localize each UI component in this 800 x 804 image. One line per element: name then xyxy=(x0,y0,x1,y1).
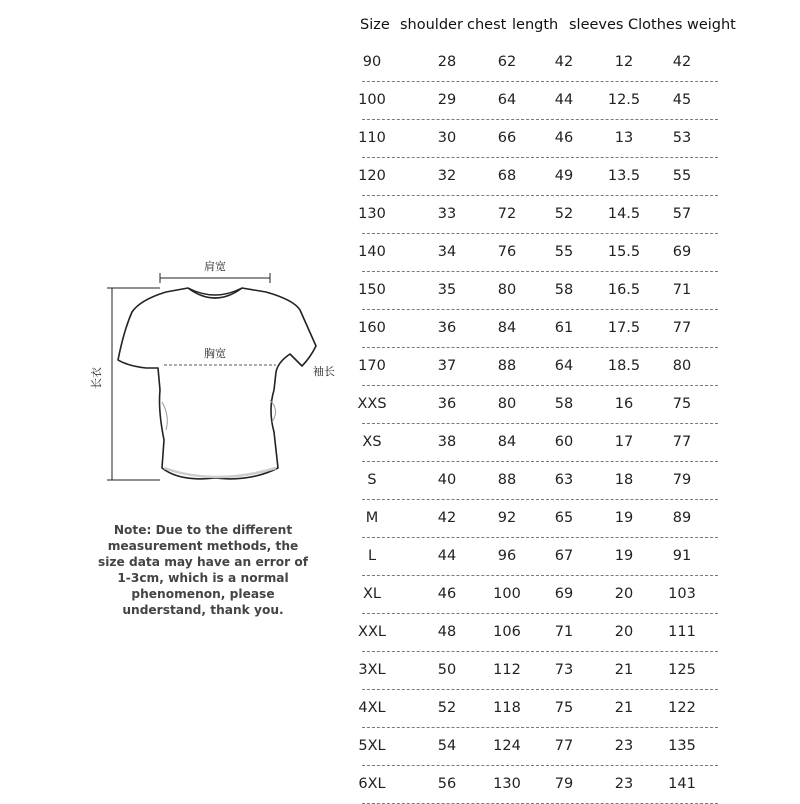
table-row xyxy=(358,82,718,120)
cell-chest: 118 xyxy=(493,700,521,716)
length-label: 长衣 xyxy=(90,367,103,389)
cell-weight: 42 xyxy=(672,54,692,70)
cell-length: 49 xyxy=(554,168,574,184)
cell-weight: 55 xyxy=(672,168,692,184)
header-size: Size xyxy=(360,17,390,33)
chest-label: 胸宽 xyxy=(204,347,226,360)
cell-sleeves: 23 xyxy=(614,776,634,792)
cell-size: XXS xyxy=(357,396,387,412)
cell-shoulder: 28 xyxy=(437,54,457,70)
cell-chest: 96 xyxy=(497,548,517,564)
table-row xyxy=(358,766,718,804)
cell-size: L xyxy=(367,548,377,564)
cell-sleeves: 23 xyxy=(614,738,634,754)
cell-weight: 45 xyxy=(672,92,692,108)
cell-length: 61 xyxy=(554,320,574,336)
cell-weight: 122 xyxy=(668,700,696,716)
cell-length: 46 xyxy=(554,130,574,146)
cell-length: 55 xyxy=(554,244,574,260)
cell-sleeves: 12 xyxy=(614,54,634,70)
cell-weight: 77 xyxy=(672,434,692,450)
cell-length: 79 xyxy=(554,776,574,792)
cell-chest: 72 xyxy=(497,206,517,222)
header-shoulder: shoulder xyxy=(400,17,463,33)
cell-shoulder: 46 xyxy=(437,586,457,602)
table-row xyxy=(358,310,718,348)
table-row xyxy=(358,690,718,728)
cell-chest: 80 xyxy=(497,282,517,298)
measurement-panel xyxy=(0,0,350,800)
cell-length: 52 xyxy=(554,206,574,222)
table-row xyxy=(362,44,718,82)
cell-sleeves: 19 xyxy=(614,548,634,564)
cell-size: XXL xyxy=(358,624,386,640)
size-table-header xyxy=(352,8,742,44)
cell-chest: 92 xyxy=(497,510,517,526)
cell-chest: 64 xyxy=(497,92,517,108)
cell-shoulder: 33 xyxy=(437,206,457,222)
cell-sleeves: 21 xyxy=(614,700,634,716)
cell-length: 73 xyxy=(554,662,574,678)
cell-weight: 103 xyxy=(668,586,696,602)
cell-size: 3XL xyxy=(358,662,386,678)
size-table xyxy=(352,8,742,804)
cell-size: 90 xyxy=(362,54,382,70)
cell-weight: 141 xyxy=(668,776,696,792)
cell-size: 6XL xyxy=(358,776,386,792)
cell-chest: 130 xyxy=(493,776,521,792)
table-row xyxy=(358,196,718,234)
cell-chest: 84 xyxy=(497,434,517,450)
cell-size: 5XL xyxy=(358,738,386,754)
cell-shoulder: 42 xyxy=(437,510,457,526)
cell-sleeves: 18.5 xyxy=(607,358,641,374)
cell-shoulder: 38 xyxy=(437,434,457,450)
cell-size: 100 xyxy=(358,92,386,108)
cell-weight: 111 xyxy=(668,624,696,640)
table-row xyxy=(358,234,718,272)
table-row xyxy=(357,386,718,424)
header-sleeves: sleeves xyxy=(569,17,624,33)
cell-size: 140 xyxy=(358,244,386,260)
cell-chest: 84 xyxy=(497,320,517,336)
cell-length: 58 xyxy=(554,282,574,298)
cell-sleeves: 17.5 xyxy=(607,320,641,336)
cell-length: 58 xyxy=(554,396,574,412)
cell-shoulder: 30 xyxy=(437,130,457,146)
header-clothes-weight: Clothes weight xyxy=(628,17,736,33)
cell-weight: 91 xyxy=(672,548,692,564)
table-row xyxy=(362,576,718,614)
cell-sleeves: 13 xyxy=(614,130,634,146)
cell-size: 120 xyxy=(358,168,386,184)
cell-sleeves: 14.5 xyxy=(607,206,641,222)
cell-chest: 100 xyxy=(493,586,521,602)
cell-shoulder: 44 xyxy=(437,548,457,564)
cell-shoulder: 36 xyxy=(437,320,457,336)
cell-length: 65 xyxy=(554,510,574,526)
table-row xyxy=(358,272,718,310)
cell-shoulder: 32 xyxy=(437,168,457,184)
cell-sleeves: 15.5 xyxy=(607,244,641,260)
cell-shoulder: 48 xyxy=(437,624,457,640)
cell-length: 71 xyxy=(554,624,574,640)
cell-sleeves: 12.5 xyxy=(607,92,641,108)
cell-sleeves: 13.5 xyxy=(607,168,641,184)
cell-shoulder: 35 xyxy=(437,282,457,298)
cell-sleeves: 18 xyxy=(614,472,634,488)
table-row xyxy=(358,120,718,158)
cell-length: 44 xyxy=(554,92,574,108)
cell-sleeves: 16.5 xyxy=(607,282,641,298)
header-chest: chest xyxy=(467,17,507,33)
table-row xyxy=(358,348,718,386)
cell-length: 64 xyxy=(554,358,574,374)
header-length: length xyxy=(512,17,559,33)
cell-chest: 112 xyxy=(493,662,521,678)
cell-sleeves: 20 xyxy=(614,586,634,602)
cell-length: 69 xyxy=(554,586,574,602)
table-row xyxy=(362,424,718,462)
table-row xyxy=(362,462,718,500)
cell-weight: 77 xyxy=(672,320,692,336)
cell-chest: 62 xyxy=(497,54,517,70)
cell-size: S xyxy=(367,472,377,488)
cell-length: 67 xyxy=(554,548,574,564)
cell-shoulder: 37 xyxy=(437,358,457,374)
cell-size: 110 xyxy=(358,130,386,146)
cell-shoulder: 36 xyxy=(437,396,457,412)
sleeve-label: 袖长 xyxy=(313,365,335,378)
cell-shoulder: 34 xyxy=(437,244,457,260)
cell-sleeves: 20 xyxy=(614,624,634,640)
cell-weight: 79 xyxy=(672,472,692,488)
cell-chest: 66 xyxy=(497,130,517,146)
cell-length: 42 xyxy=(554,54,574,70)
table-row xyxy=(358,728,718,766)
cell-length: 77 xyxy=(554,738,574,754)
cell-shoulder: 56 xyxy=(437,776,457,792)
cell-sleeves: 19 xyxy=(614,510,634,526)
size-table-body xyxy=(352,44,742,804)
table-row xyxy=(362,500,718,538)
cell-size: M xyxy=(365,510,379,526)
cell-weight: 89 xyxy=(672,510,692,526)
cell-shoulder: 52 xyxy=(437,700,457,716)
cell-shoulder: 54 xyxy=(437,738,457,754)
cell-weight: 69 xyxy=(672,244,692,260)
table-row xyxy=(362,538,718,576)
table-row xyxy=(358,652,718,690)
cell-length: 75 xyxy=(554,700,574,716)
table-row xyxy=(358,614,718,652)
shoulder-label: 肩宽 xyxy=(204,260,226,273)
cell-weight: 75 xyxy=(672,396,692,412)
cell-chest: 88 xyxy=(497,358,517,374)
cell-size: 150 xyxy=(358,282,386,298)
cell-sleeves: 17 xyxy=(614,434,634,450)
cell-size: 4XL xyxy=(358,700,386,716)
tshirt-illustration xyxy=(80,250,350,500)
cell-size: 160 xyxy=(358,320,386,336)
cell-weight: 53 xyxy=(672,130,692,146)
cell-sleeves: 21 xyxy=(614,662,634,678)
cell-length: 60 xyxy=(554,434,574,450)
tshirt-diagram xyxy=(80,250,350,500)
cell-length: 63 xyxy=(554,472,574,488)
cell-shoulder: 29 xyxy=(437,92,457,108)
cell-chest: 68 xyxy=(497,168,517,184)
cell-chest: 88 xyxy=(497,472,517,488)
cell-weight: 135 xyxy=(668,738,696,754)
table-row xyxy=(358,158,718,196)
cell-size: 130 xyxy=(358,206,386,222)
cell-weight: 80 xyxy=(672,358,692,374)
cell-shoulder: 40 xyxy=(437,472,457,488)
cell-weight: 71 xyxy=(672,282,692,298)
cell-chest: 76 xyxy=(497,244,517,260)
cell-weight: 125 xyxy=(668,662,696,678)
cell-weight: 57 xyxy=(672,206,692,222)
cell-size: 170 xyxy=(358,358,386,374)
cell-shoulder: 50 xyxy=(437,662,457,678)
cell-chest: 106 xyxy=(493,624,521,640)
cell-size: XS xyxy=(362,434,382,450)
measurement-note: Note: Due to the different measurement methods, the size data may have an error of 1-3cm, which is a normal phenomenon, please understand, thank you. xyxy=(97,523,309,617)
cell-size: XL xyxy=(362,586,381,602)
cell-chest: 124 xyxy=(493,738,521,754)
cell-chest: 80 xyxy=(497,396,517,412)
cell-sleeves: 16 xyxy=(614,396,634,412)
